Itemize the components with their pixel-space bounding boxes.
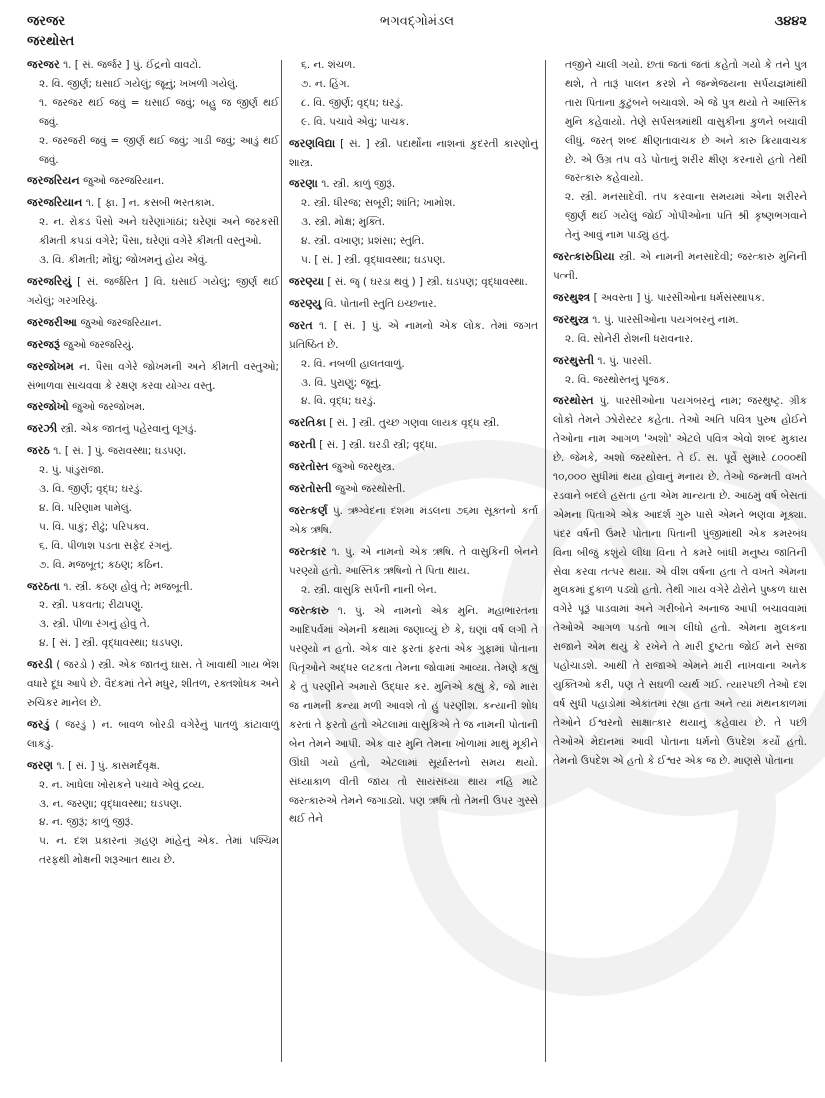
headword: જરતોસ્તી xyxy=(289,482,332,496)
headword: જરણા xyxy=(289,177,318,191)
definition-text: ૧. [ ફા. ] ન. કસબી ભરતકામ. xyxy=(85,197,215,210)
definition-line xyxy=(27,336,279,355)
dictionary-entry xyxy=(27,172,279,191)
definition-text: ૧. [ સં. ] પું. જરાવસ્થા; ઘડપણ. xyxy=(53,445,187,458)
definition-line xyxy=(27,273,279,311)
dictionary-entry xyxy=(27,578,279,654)
definition-text: [ સં. ] સ્ત્રી. પદાર્થોના નાશનાં કુદરતી કારણોનું શાસ્ત્ર. xyxy=(289,137,538,169)
definition-line xyxy=(553,56,807,188)
definition-text: ૨. પું. પાંડુરાજા. xyxy=(39,464,105,477)
definition-text: ૩. ન. જરણા; વૃદ્ધાવસ્થા; ઘડપણ. xyxy=(39,797,183,810)
sense-line xyxy=(27,75,279,94)
definition-text: ૫. [ સં. ] સ્ત્રી. વૃદ્ધાવસ્થા; ઘડપણ. xyxy=(301,254,446,267)
sense-line xyxy=(27,556,279,575)
sense-line xyxy=(27,832,279,870)
sense-line xyxy=(289,374,538,393)
dictionary-entry xyxy=(27,314,279,333)
dictionary-entry xyxy=(289,414,538,433)
headword: જરડી xyxy=(27,658,53,672)
definition-line xyxy=(27,716,279,754)
definition-text: જુઓ જરજરિયાન. xyxy=(80,316,162,329)
definition-line xyxy=(289,602,538,829)
definition-text: ૨. સ્ત્રી. પકવતા; રીઢાપણું. xyxy=(39,599,144,612)
definition-text: ( જરડું ) ન. બાવળ બોરડી વગેરેનું પાતળું કાંટાવાળું લાકડું. xyxy=(27,718,279,750)
definition-text: ૧. પું. પારસીઓના પયગંબરનું નામ. xyxy=(592,313,739,326)
definition-line xyxy=(289,135,538,173)
definition-text: ૪. સ્ત્રી. વખાણ; પ્રશંસા; સ્તુતિ. xyxy=(301,235,425,248)
sense-line xyxy=(27,480,279,499)
definition-text: ૮. વિ. જીર્ણ; વૃદ્ધ; ઘરડું. xyxy=(301,96,404,109)
definition-line xyxy=(289,543,538,581)
definition-text: ૨. સ્ત્રી. મનસાદેવી. તપ કરવાના સમયમાં એના શરીરને જીર્ણ થઈ ગયેલું જોઈ ગોપીઓના પતિ શ્રી કૃષ્ણભગવાને તેનું આવું નામ પાડ્યું હતું. xyxy=(565,191,807,242)
definition-text: [ સં. ] સ્ત્રી. ઘરડી સ્ત્રી; વૃદ્ધા. xyxy=(319,439,438,452)
headword: જરણ્યુ xyxy=(289,296,322,310)
definition-text: ૫. ન. દશ પ્રકારનાં ગ્રહણ માંહેનું એક. તેમાં પશ્ચિમ તરફથી મોક્ષની શરૂઆત થાય છે. xyxy=(39,835,279,867)
headword: જરથુસ્તી xyxy=(553,353,595,367)
dictionary-entry xyxy=(289,317,538,412)
headword: જરથોસ્ત xyxy=(553,394,594,408)
definition-line xyxy=(27,757,279,776)
headword: જરત્કર્ણ xyxy=(289,503,328,517)
dictionary-entry xyxy=(289,135,538,173)
definition-text: ૩. સ્ત્રી. મોક્ષ; મુક્તિ. xyxy=(301,216,386,229)
sense-line xyxy=(27,94,279,132)
sense-line xyxy=(289,75,538,94)
definition-text: ૪. વિ. પરિણામ પામેલું. xyxy=(39,501,132,514)
headword: જરત્કારુપ્રિયા xyxy=(553,250,615,264)
definition-text: ન. પૈસા વગેરે જોખમની અને કીમતી વસ્તુઓ; સંભાળવા સાચવવા કે રક્ષણ કરવા યોગ્ય વસ્તુ. xyxy=(27,360,279,392)
definition-text: ૪. [ સં. ] સ્ત્રી. વૃદ્ધાવસ્થા; ઘડપણ. xyxy=(39,637,184,650)
headword: જરઝી xyxy=(27,422,58,436)
dictionary-entry xyxy=(553,352,807,390)
definition-text: [ અવસ્તા ] પું. પારસીઓના ધર્મસંસ્થાપક. xyxy=(593,291,765,304)
sense-line xyxy=(27,537,279,556)
definition-text: વિ. પોતાની સ્તુતિ ઇચ્છનાર. xyxy=(324,297,437,310)
dictionary-entry xyxy=(553,311,807,349)
dictionary-entry xyxy=(27,757,279,870)
definition-line xyxy=(289,480,538,499)
definition-text: ૧. જરજર થઈ જવું = ઘસાઈ જવું; બહુ જ જીર્ણ થઈ જવું. xyxy=(39,96,279,128)
headword: જરણ xyxy=(27,758,54,772)
headword: જરજોખમ xyxy=(27,359,74,373)
sense-line xyxy=(27,518,279,537)
definition-text: સ્ત્રી. એ નામની મનસાદેવી; જરત્કારુ મુનિની પત્ની. xyxy=(553,251,808,282)
definition-text: ૧. સ્ત્રી. કાળું જીરૂં. xyxy=(321,178,396,191)
dictionary-entry xyxy=(289,543,538,600)
dictionary-entry xyxy=(27,194,279,270)
dictionary-entry xyxy=(289,458,538,477)
definition-text: ૧. પું. એ નામનો એક મુનિ. મહાભારતના આદિપર્વમાં એમની કથામાં જણાવ્યું છે કે, ઘણાં વર્ષ લગી તે પરણ્યો ન હતો. એક વાર ફરતાં ફરતાં એક ગુફામાં પોતાના પિતૃઓને અદ્ધર લટકતા તેમના જોવામાં આવ્યા. તેમણે કહ્યું કે તું પરણીને અમારો ઉદ્ધાર કર. મુનિએ કહ્યું કે, જો મારા જ નામની કન્યા મળી આવશે તો હું પરણીશ. કન્યાની શોધ કરતાં તે ફરતો હતો એટલામાં વાસુકિએ તે જ નામની પોતાની બેન તેમને આપી. એક વાર મુનિ તેમના ખોળામાં માથું મૂકીને ઊંઘી ગયો હતો, એટલામાં સૂર્યાસ્તનો સમય થયો. સંધ્યાકાળ વીતી જાય તો સાયંસંધ્યા થાય નહિ માટે જરત્કારુએ તેમને જગાડ્યો. પણ ઋષિ તો તેમની ઉપર ગુસ્સે થઈ તેને xyxy=(289,605,538,826)
definition-line xyxy=(27,358,279,396)
sense-line xyxy=(27,795,279,814)
dictionary-entry xyxy=(289,56,538,132)
guide-word: જરજર xyxy=(27,14,66,29)
definition-line xyxy=(27,194,279,213)
definition-text: ૨. સ્ત્રી. વાસુકિ સર્પની નાની બેન. xyxy=(301,583,437,596)
definition-text: ૨. વિ. નબળી હાલતવાળું. xyxy=(301,357,405,370)
dictionary-entry xyxy=(289,273,538,292)
page-header xyxy=(27,14,807,34)
definition-text: ૨. વિ. જરથોસ્તનું પૂજક. xyxy=(565,373,670,386)
definition-text: સ્ત્રી. એક જાતનું પહેરવાનું લૂગડું. xyxy=(60,423,197,436)
sense-line xyxy=(553,371,807,390)
definition-text: જુઓ જરથુસ્ત્ર. xyxy=(331,461,395,474)
dictionary-entry xyxy=(27,56,279,169)
dictionary-entry xyxy=(289,295,538,314)
sense-line xyxy=(289,581,538,600)
definition-line xyxy=(553,352,807,371)
definition-text: જુઓ જરજોખમ. xyxy=(72,401,146,414)
dictionary-entry xyxy=(27,420,279,439)
dictionary-entry xyxy=(553,56,807,245)
definition-text: ૨. સ્ત્રી. ધીરજ; સબૂરી; શાંતિ; ખામોશ. xyxy=(301,197,456,210)
definition-line xyxy=(289,175,538,194)
dictionary-entry xyxy=(553,392,807,770)
column-3 xyxy=(553,56,807,774)
sense-line xyxy=(289,194,538,213)
headword: જરજર xyxy=(27,58,60,71)
headword: જરતોસ્ત xyxy=(289,460,329,474)
definition-text: ૪. ન. જીરૂં; કાળું જીરૂં. xyxy=(39,816,134,829)
definition-text: ૧. [ સં. ] પું. એ નામનો એક લોક. તેમાં જગત પ્રતિષ્ઠિત છે. xyxy=(289,319,538,351)
definition-text: ૭. વિ. મજબૂત; કઠણ; કઠિન. xyxy=(39,558,164,571)
definition-text: ૩. વિ. કીમતી; મોંઘું; જોખમનું હોય એવું. xyxy=(39,254,208,267)
sense-line xyxy=(27,615,279,634)
definition-line xyxy=(289,295,538,314)
dictionary-entry xyxy=(289,436,538,455)
definition-text: ૩. સ્ત્રી. પીળા રંગનું હોવું તે. xyxy=(39,618,150,631)
headword: જરજરિયું xyxy=(27,274,72,288)
definition-text: ૭. ન. હિંગ. xyxy=(301,77,350,90)
definition-text: ૩. વિ. પુરાણું; જૂનું. xyxy=(301,376,382,389)
sense-line xyxy=(289,94,538,113)
definition-text: [ સં. જર્જરિત ] વિ. ઘસાઈ ગયેલું; જીર્ણ થઈ ગયેલું; ગરગરિયું. xyxy=(27,275,279,307)
definition-line xyxy=(289,273,538,292)
headword: જરજરૂં xyxy=(27,337,60,351)
definition-text: ૧. પું. પારસી. xyxy=(597,354,652,367)
headword: જરઠતા xyxy=(27,579,61,593)
headword: જરડું xyxy=(27,717,50,731)
headword: જરત્કાર xyxy=(289,544,327,558)
headword: જરતી xyxy=(289,438,316,452)
dictionary-entry xyxy=(289,502,538,540)
definition-line xyxy=(289,317,538,355)
column-1 xyxy=(27,56,279,873)
sense-line xyxy=(27,213,279,251)
definition-text: ૨. વિ. જીર્ણ; ઘસાઈ ગયેલું; જૂનું; ખખળી ગયેલું. xyxy=(39,77,239,90)
sense-line xyxy=(27,461,279,480)
definition-line xyxy=(289,414,538,433)
dictionary-entry xyxy=(289,480,538,499)
column-2 xyxy=(289,56,538,832)
headword: જરણવિદ્યા xyxy=(289,136,336,150)
dictionary-entry xyxy=(27,336,279,355)
dictionary-entry xyxy=(27,716,279,754)
sense-line xyxy=(289,251,538,270)
dictionary-entry xyxy=(553,289,807,308)
definition-text: જુઓ જરજરિયું. xyxy=(63,338,135,351)
sense-line xyxy=(553,330,807,349)
definition-line xyxy=(27,442,279,461)
dictionary-entry xyxy=(27,273,279,311)
dictionary-entry xyxy=(553,248,807,286)
definition-line xyxy=(27,578,279,597)
dictionary-entry xyxy=(289,175,538,270)
definition-text: ( જરડો ) સ્ત્રી. એક જાતનું ઘાસ. તે ખાવાથી ગાય ભેંશ વધારે દૂધ આપે છે. વૈદકમાં તેને મધુર, શીતળ, રક્તશોધક અને રુચિકર માનેલ છે. xyxy=(27,659,279,709)
sense-line xyxy=(27,251,279,270)
headword: જરજરિયન xyxy=(27,174,80,188)
sense-line xyxy=(27,776,279,795)
headword: જરજરિયાન xyxy=(27,196,83,210)
definition-text: જુઓ જરથોસ્તી. xyxy=(335,483,406,496)
definition-text: ૪. વિ. વૃદ્ધ; ઘરડું. xyxy=(301,395,376,408)
headword: જરથુશ્ત્ર xyxy=(553,290,591,304)
definition-line xyxy=(553,392,807,770)
column-divider xyxy=(545,60,546,1062)
headword: જરજરીઆ xyxy=(27,315,78,329)
definition-line xyxy=(27,56,279,75)
definition-text: ૯. વિ. પચાવે એવું; પાચક. xyxy=(301,115,410,128)
headword: જરઠ xyxy=(27,444,50,458)
sense-line xyxy=(27,813,279,832)
sense-line xyxy=(289,113,538,132)
definition-text: [ સં. ] સ્ત્રી. તુચ્છ ગણવા લાયક વૃદ્ધ સ્ત્રી. xyxy=(329,417,500,430)
definition-text: પું. પારસીઓના પયગંબરનું નામ; જરથુષ્ટ્ર. ગ્રીક લોકો તેમને ઝોરોસ્ટર કહેતા. તેઓ અતિ પવિત્ર પુરુષ હોઈને તેઓના નામ આગળ 'અશો' એટલે પવિત્ર એવો શબ્દ મુકાય છે. જેમકે, અશો જરથોસ્ત. તે ઈ. સ. પૂર્વે સુમારે ૮૦૦૦થી ૧૦,૦૦૦ સુધીમાં થયા હોવાનું મનાય છે. તેઓ જન્મતી વખતે રડવાને બદલે હસતા હતા એમ માન્યતા છે. આઠમું વર્ષ બેસતાં એમના પિતાએ એક આદર્શ ગુરુ પાસે એમને ભણવા મૂક્યા. પંદર વર્ષની ઉંમરે પોતાના પિતાની પુંજીમાંથી એક કમરબંધ વિના બીજું કશુંયે લીધા વિના તે કમરે બાંધી મનુષ્ય જાતિની સેવા કરવા તત્પર થયા. એ વીશ વર્ષના હતા તે વખતે એમના મુલકમાં દુકાળ પડ્યો હતો. તેથી ગાય વગેરે ઢોરોને પુષ્કળ ઘાસ વગેરે પૂરૂં પાડવામાં અને ગરીબોને અનાજ આપી બચાવવામાં તેઓએ આગળ પડતો ભાગ લીધો હતો. એમના મુલકના રાજાને એમ થયું કે રખેને તે મારી દુષ્ટતા જોઈ મને સજા પહોંચાડશે. આથી તે રાજાએ એમને મારી નાખવાના અનેક યુક્તિઓ કરી, પણ તે સઘળી વ્યર્થ ગઈ. ત્યારપછી તેઓ દશ વર્ષ સુધી પહાડોમાં એકાંતમાં રહ્યા હતા અને ત્યાં મંથનકાળમાં તેઓને ઈશ્વરનો સાક્ષાત્કાર થયાનું કહેવાય છે. તે પછી તેઓએ મેદાનમાં આવી પોતાના ધર્મનો ઉપદેશ કર્યો હતો. તેમનો ઉપદેશ એ હતો કે ઈશ્વર એક જ છે. માણસે પોતાના xyxy=(553,395,807,767)
definition-line xyxy=(553,289,807,308)
headword: જરથુસ્ત્ર xyxy=(553,312,589,326)
dictionary-entry xyxy=(27,442,279,574)
sense-line xyxy=(289,355,538,374)
definition-line xyxy=(553,311,807,330)
sense-line xyxy=(27,634,279,653)
definition-line xyxy=(289,56,538,75)
dictionary-entry xyxy=(27,398,279,417)
sense-line xyxy=(27,132,279,170)
headword: જરણ્યા xyxy=(289,274,325,288)
definition-text: ૧. [ સં. જર્જર ] પું. ઈંદ્રનો વાવટો. xyxy=(63,59,202,71)
definition-text: જુઓ જરજરિયાન. xyxy=(83,175,165,188)
definition-text: ૬. વિ. પીળાશ પડતા સફેદ રંગનું. xyxy=(39,539,173,552)
sense-line xyxy=(553,188,807,245)
definition-text: ૨. ન. રોકડ પૈસો અને ઘરેણાંગાંઠાં; ઘરેણાં અને જરકસી કીમતી કપડાં વગેરે; પૈસા, ઘરેણાં વગેરે કીમતી વસ્તુઓ. xyxy=(39,216,279,248)
definition-text: ૬. ન. શંચળ. xyxy=(301,59,356,71)
sense-line xyxy=(289,213,538,232)
definition-line xyxy=(27,314,279,333)
definition-line xyxy=(27,656,279,713)
definition-text: ૩. વિ. જીર્ણ; વૃદ્ધ; ઘરડું. xyxy=(39,483,143,496)
definition-line xyxy=(553,248,807,286)
dictionary-entry xyxy=(27,656,279,713)
sense-line xyxy=(27,596,279,615)
definition-text: ૨. જરજરી જવું = જીર્ણ થઈ જવું; ગાડી જવું; આડું થઈ જવું. xyxy=(39,134,279,166)
dictionary-entry xyxy=(27,358,279,396)
definition-text: ૧. પું. એ નામનો એક ઋષિ. તે વાસુકિની બેનને પરણ્યો હતો. આસ્તિક ઋષિનો તે પિતા થાય. xyxy=(289,545,538,577)
definition-text: ૨. ન. ખાધેલા ખોરાકને પચાવે એવું દ્રવ્ય. xyxy=(39,778,205,791)
definition-text: પું. ઋગ્વેદના દશમા મંડલના ૭૬મા સૂક્તનો કર્તા એક ઋષિ. xyxy=(289,504,538,536)
sense-line xyxy=(289,392,538,411)
definition-text: ૫. વિ. પાકું; રીઢું; પરિપક્વ. xyxy=(39,520,150,533)
definition-text: [ સં. જૄ ( ઘરડા થવું ) ] સ્ત્રી. ઘડપણ; વૃદ્ધાવસ્થા. xyxy=(327,275,528,288)
headword: જરત્કારુ xyxy=(289,604,329,618)
headword: જરતિકા xyxy=(289,416,326,430)
page-number: ૩૪૪૨ xyxy=(774,14,807,29)
definition-text: ૧. [ સં. ] પું. કાસમર્દવૃક્ષ. xyxy=(56,759,160,772)
dictionary-entry xyxy=(289,602,538,829)
definition-line xyxy=(289,502,538,540)
definition-text: તજીને ચાલી ગયો. છતાં જતાં જતાં કહેતો ગયો કે તને પુત્ર થશે, તે તારૂં પાલન કરશે ને જન્મેજયના સર્પયજ્ઞમાંથી તારા પિતાના કુટુંબને બચાવશે. એ જે પુત્ર થયો તે આસ્તિક મુનિ કહેવાયો. તેણે સર્પસત્રમાંથી વાસુકીના કુળને બચાવી લીધું. જરત્ શબ્દ ક્ષીણતાવાચક છે અને કારુ ક્રિયાવાચક છે. એ ઉગ્ર તપ વડે પોતાનું શરીર ક્ષીણ કરનારો હતો તેથી જરત્કારુ કહેવાયો. xyxy=(565,59,807,185)
definition-line xyxy=(289,458,538,477)
sense-line xyxy=(27,499,279,518)
definition-text: ૧. સ્ત્રી. કઠણ હોવું તે; મજબૂતી. xyxy=(63,580,193,593)
definition-text: ૨. વિ. સોનેરી રોશની ધરાવનાર. xyxy=(565,332,694,345)
headword: જરત xyxy=(289,318,313,332)
definition-line xyxy=(289,436,538,455)
definition-line xyxy=(27,420,279,439)
top-guide-word: જરથોસ્ત xyxy=(27,34,75,49)
sense-line xyxy=(289,232,538,251)
headword: જરજોખો xyxy=(27,400,69,414)
book-title: ભગવદ્ગોમંડલ xyxy=(379,14,455,29)
definition-line xyxy=(27,172,279,191)
definition-line xyxy=(27,398,279,417)
column-divider xyxy=(281,60,282,1062)
